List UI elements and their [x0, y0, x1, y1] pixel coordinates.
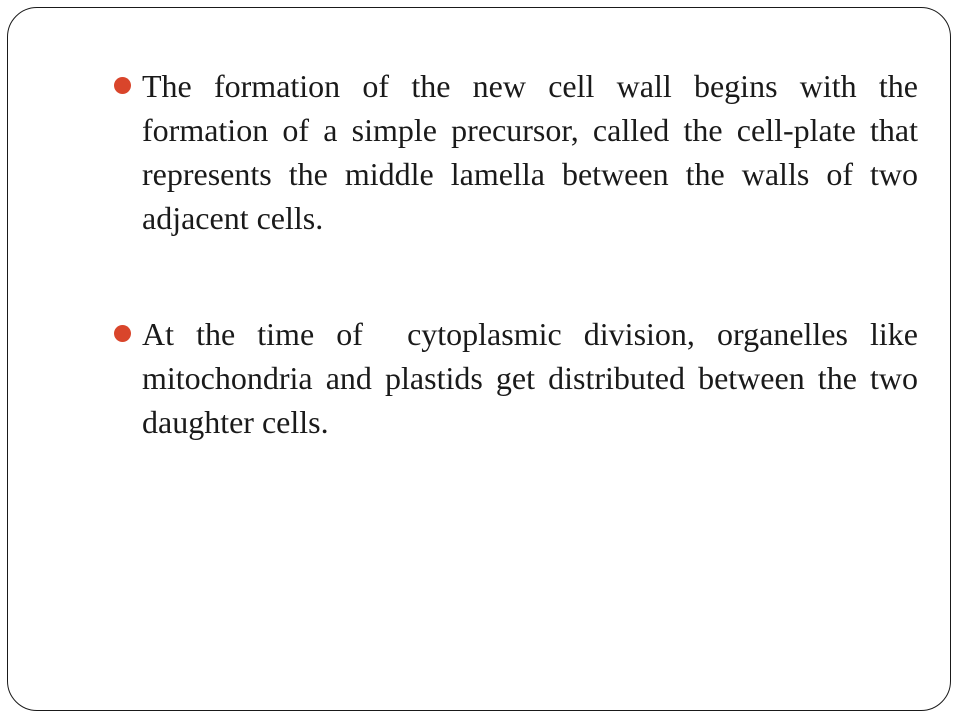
bullet-dot-icon [114, 325, 131, 342]
bullet-item [112, 64, 918, 240]
bullet-text: At the time of cytoplasmic division, organelles like mitochondria and plastids get distributed between the two daughter cells. [142, 316, 926, 440]
bullet-text: The formation of the new cell wall begins with the formation of a simple precursor, called the cell-plate that represents the middle lamella between the walls of two adjacent cells. [142, 68, 918, 236]
bullet-list [112, 64, 926, 516]
bullet-item [112, 312, 926, 444]
bullet-dot-icon [114, 77, 131, 94]
slide-frame [7, 7, 951, 711]
